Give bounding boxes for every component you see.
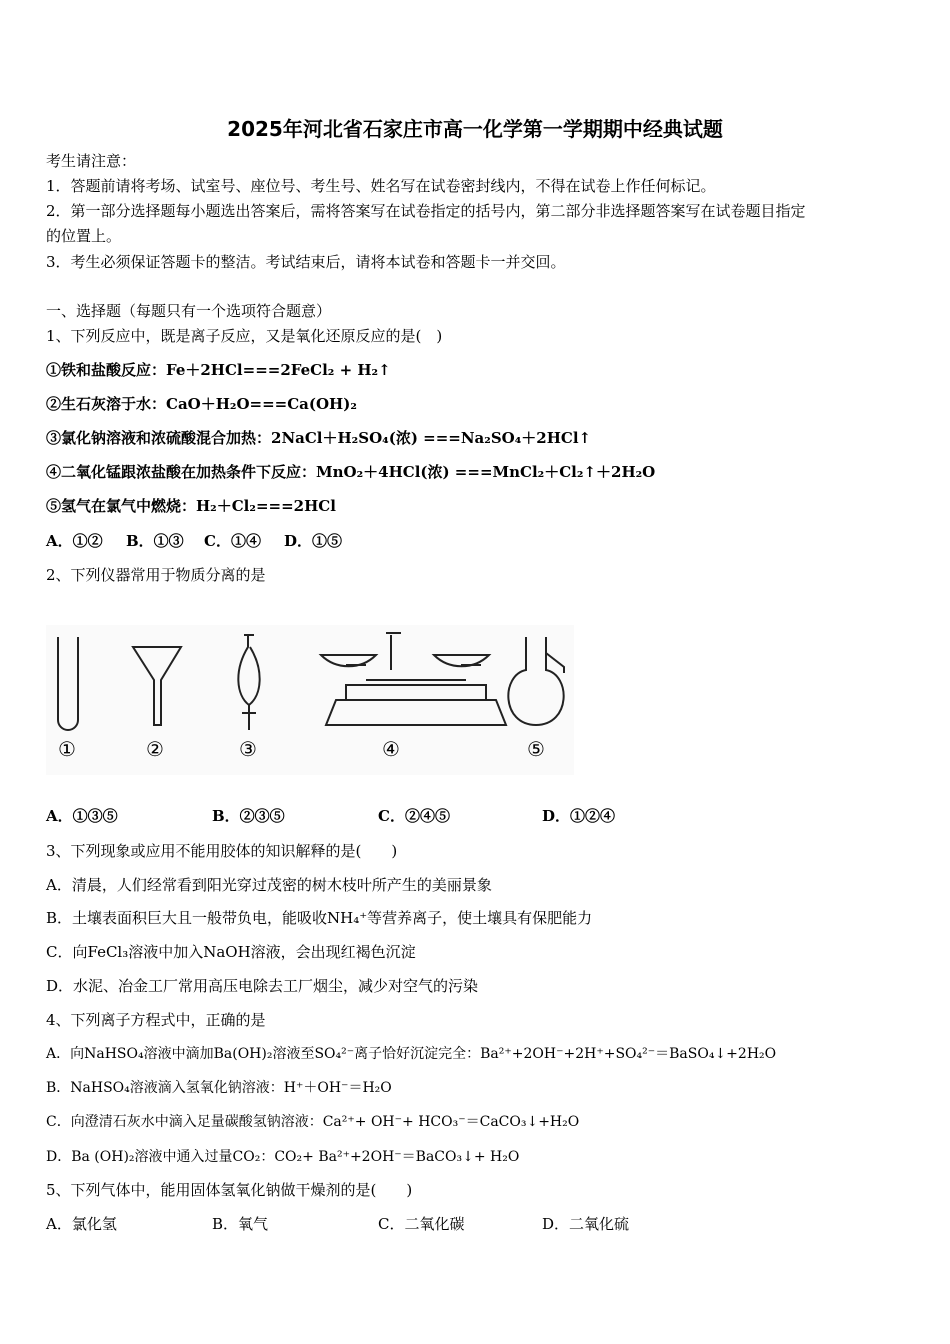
option-b: B．氧气	[212, 1215, 269, 1233]
q1-item: ①铁和盐酸反应：Fe＋2HCl===2FeCl₂ + H₂↑	[46, 361, 391, 379]
q2-options	[46, 806, 615, 826]
q5-options	[46, 1214, 629, 1234]
q4-option: A．向NaHSO₄溶液中滴加Ba(OH)₂溶液至SO₄²⁻离子恰好沉淀完全：Ba²⁺+2OH⁻+2H⁺+SO₄²⁻＝BaSO₄↓+2H₂O	[46, 1046, 777, 1062]
option-a: A．①③⑤	[46, 807, 118, 825]
q3-option: A．清晨，人们经常看到阳光穿过茂密的树木枝叶所产生的美丽景象	[46, 876, 492, 894]
q1-item: ②生石灰溶于水：CaO＋H₂O===Ca(OH)₂	[46, 395, 357, 413]
section-heading: 一、选择题（每题只有一个选项符合题意）	[46, 302, 332, 320]
q1-options	[46, 531, 342, 551]
apparatus-figure	[46, 625, 574, 775]
option-d: D．①②④	[542, 807, 616, 825]
figure-label: ⑤	[527, 737, 545, 761]
notice-item: 3．考生必须保证答题卡的整洁。考试结束后，请将本试卷和答题卡一并交回。	[46, 253, 566, 271]
option-b: B．②③⑤	[212, 807, 285, 825]
notice-item: 2．第一部分选择题每小题选出答案后，需将答案写在试卷指定的括号内，第二部分非选择题答案写在试卷题目指定	[46, 202, 806, 220]
figure-label: ①	[58, 737, 76, 761]
funnel-icon	[133, 647, 181, 725]
q5-stem: 5、下列气体中，能用固体氢氧化钠做干燥剂的是( )	[46, 1181, 413, 1199]
notice-item: 的位置上。	[46, 227, 122, 245]
q4-option: C．向澄清石灰水中滴入足量碳酸氢钠溶液：Ca²⁺+ OH⁻+ HCO₃⁻＝CaCO₃↓+H₂O	[46, 1114, 580, 1130]
q1-stem: 1、下列反应中，既是离子反应，又是氧化还原反应的是( )	[46, 327, 443, 345]
page-title: 2025年河北省石家庄市高一化学第一学期期中经典试题	[227, 117, 723, 141]
notice-item: 1．答题前请将考场、试室号、座位号、考生号、姓名写在试卷密封线内，不得在试卷上作任何标记。	[46, 177, 716, 195]
option-c: C．②④⑤	[378, 807, 450, 825]
option-a: A．氯化氢	[46, 1215, 117, 1233]
option-d: D．二氧化硫	[542, 1215, 630, 1233]
balance-icon	[321, 633, 506, 725]
q3-option: D．水泥、冶金工厂常用高压电除去工厂烟尘，减少对空气的污染	[46, 977, 479, 995]
q4-option: B．NaHSO₄溶液滴入氢氧化钠溶液：H⁺＋OH⁻＝H₂O	[46, 1080, 392, 1096]
separatory-funnel-icon	[238, 635, 259, 730]
q3-option: C．向FeCl₃溶液中加入NaOH溶液，会出现红褐色沉淀	[46, 943, 416, 961]
option-a: A．①②	[46, 532, 103, 550]
figure-label: ④	[382, 737, 400, 761]
q4-option: D．Ba (OH)₂溶液中通入过量CO₂：CO₂+ Ba²⁺+2OH⁻＝BaCO₃↓+ H₂O	[46, 1149, 520, 1165]
q1-item: ③氯化钠溶液和浓硫酸混合加热：2NaCl＋H₂SO₄(浓) ===Na₂SO₄＋2HCl↑	[46, 429, 592, 447]
notice-heading: 考生请注意：	[46, 152, 137, 170]
q1-item: ④二氧化锰跟浓盐酸在加热条件下反应：MnO₂＋4HCl(浓) ===MnCl₂＋Cl₂↑＋2H₂O	[46, 463, 656, 481]
option-c: C．二氧化碳	[378, 1215, 465, 1233]
q4-stem: 4、下列离子方程式中，正确的是	[46, 1011, 266, 1029]
q3-option: B．土壤表面积巨大且一般带负电，能吸收NH₄⁺等营养离子，使土壤具有保肥能力	[46, 909, 593, 927]
option-c: C．①④	[204, 532, 261, 550]
distillation-flask-icon	[508, 637, 564, 725]
q1-item: ⑤氢气在氯气中燃烧：H₂＋Cl₂===2HCl	[46, 497, 336, 515]
figure-label: ②	[146, 737, 164, 761]
test-tube-icon	[58, 637, 78, 730]
option-b: B．①③	[126, 532, 184, 550]
q3-stem: 3、下列现象或应用不能用胶体的知识解释的是( )	[46, 842, 398, 860]
option-d: D．①⑤	[284, 532, 343, 550]
figure-label: ③	[239, 737, 257, 761]
q2-stem: 2、下列仪器常用于物质分离的是	[46, 566, 266, 584]
